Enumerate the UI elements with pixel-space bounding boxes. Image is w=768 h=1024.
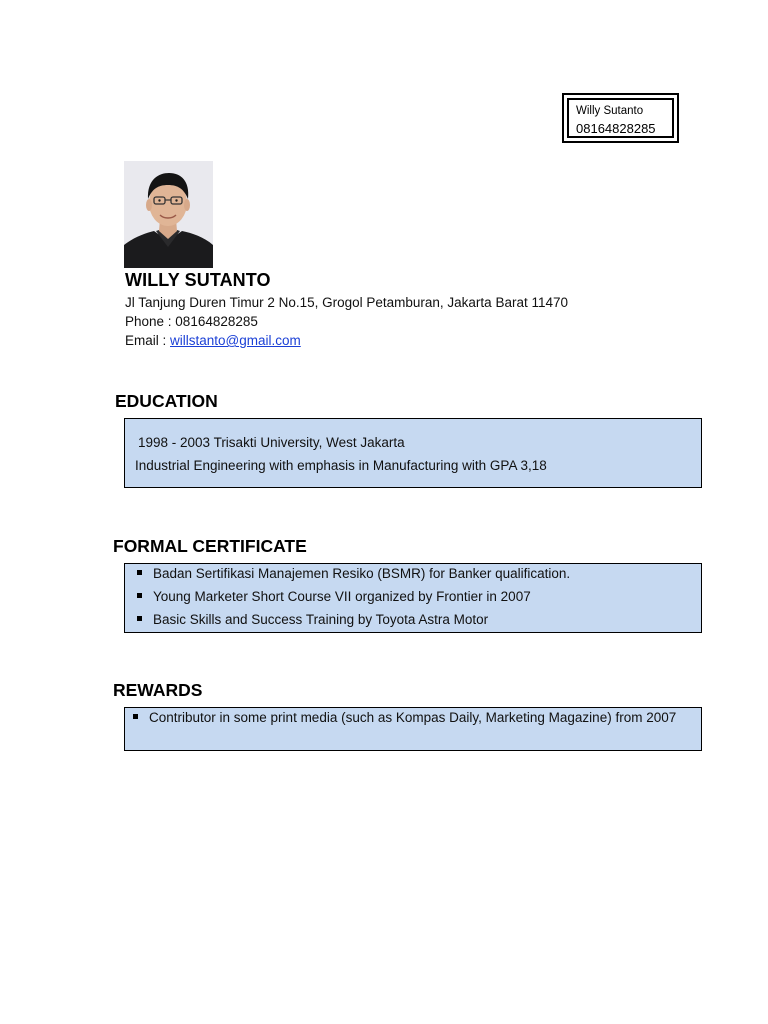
list-item [137,566,570,581]
certificate-box [124,563,702,633]
card-phone: 08164828285 [576,121,656,136]
bullet-square-icon [137,616,142,621]
list-item [133,710,676,725]
email-link[interactable]: willstanto@gmail.com [170,333,301,348]
certificate-item-text: Basic Skills and Success Training by Toyota Astra Motor [153,612,489,627]
profile-photo [124,161,213,268]
bullet-square-icon [133,714,138,719]
education-box [124,418,702,488]
phone-value: 08164828285 [175,314,258,329]
rewards-box [124,707,702,751]
rewards-heading: REWARDS [113,680,203,700]
education-years-university: 1998 - 2003 Trisakti University, West Jakarta [138,435,405,450]
phone-label: Phone : [125,314,176,329]
certificate-item-text: Young Marketer Short Course VII organized by Frontier in 2007 [153,589,531,604]
profile-email-line [125,333,301,348]
name-card [562,93,679,143]
education-heading: EDUCATION [115,391,218,411]
bullet-square-icon [137,570,142,575]
education-major: Industrial Engineering with emphasis in Manufacturing with GPA 3,18 [135,458,547,473]
email-label: Email : [125,333,171,348]
card-name: Willy Sutanto [576,105,644,117]
bullet-square-icon [137,593,142,598]
profile-phone-line [125,314,258,329]
list-item [137,612,488,627]
certificate-item-text: Badan Sertifikasi Manajemen Resiko (BSMR) for Banker qualification. [153,566,571,581]
certificate-heading: FORMAL CERTIFICATE [113,536,307,556]
list-item [137,589,531,604]
profile-address: Jl Tanjung Duren Timur 2 No.15, Grogol Petamburan, Jakarta Barat 11470 [125,295,568,310]
name-card-inner-border [567,98,674,138]
profile-name: WILLY SUTANTO [125,270,271,290]
rewards-item-text: Contributor in some print media (such as Kompas Daily, Marketing Magazine) from 2007 [149,710,677,725]
